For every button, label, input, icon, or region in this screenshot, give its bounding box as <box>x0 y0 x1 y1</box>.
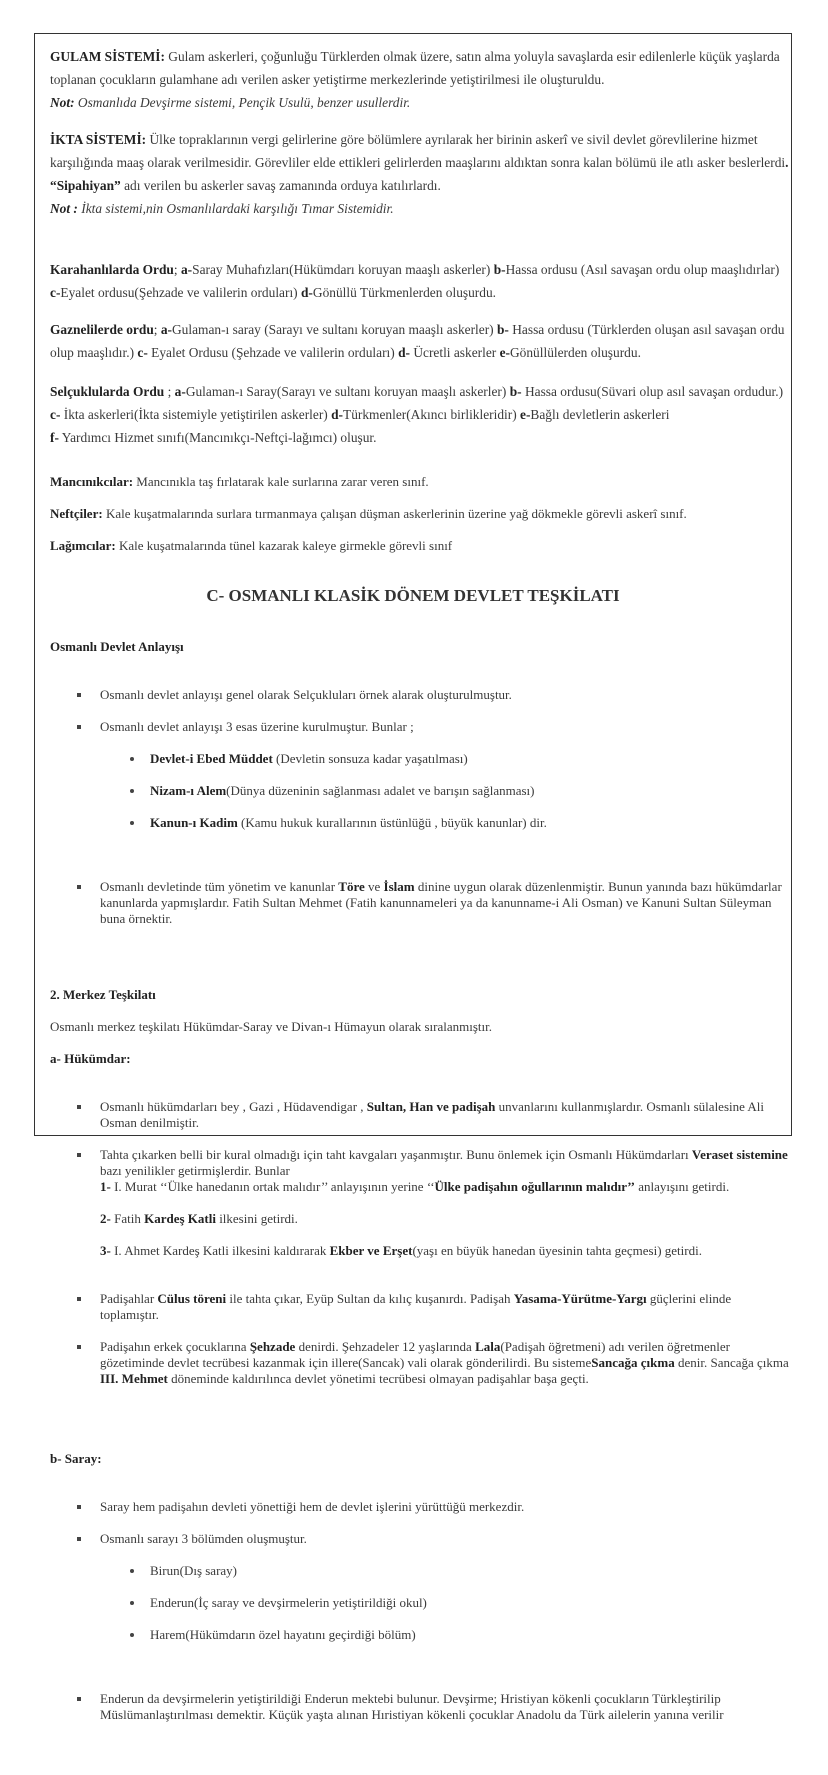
list-item <box>50 1291 790 1323</box>
bold-text: Devlet-i Ebed Müddet <box>150 751 273 766</box>
bold-text: Mancınıkcılar: <box>50 474 134 489</box>
bold-text: 1- <box>100 1179 111 1194</box>
list-item <box>50 1099 790 1131</box>
text-run: İkta askerleri(İkta sistemiyle yetiştirilen askerler) <box>60 407 332 422</box>
bold-text: 3- <box>100 1243 111 1258</box>
ikta-note <box>50 197 790 220</box>
bold-text: d- <box>331 407 344 422</box>
bold-text: b- <box>496 322 509 337</box>
text-run: Gulaman-ı saray (Sarayı ve sultanı koruyan maaşlı askerler) <box>172 322 497 337</box>
text-run: denirdi. Şehzadeler 12 yaşlarında <box>295 1339 476 1354</box>
list-item <box>50 879 790 927</box>
numbered-line <box>100 1243 790 1259</box>
siege-line <box>50 538 790 554</box>
saray-section <box>50 1435 790 1755</box>
numbered-line <box>100 1179 790 1195</box>
text-run: Ücretli askerler <box>409 345 500 360</box>
ikta-paragraph <box>50 128 790 197</box>
bold-text: . “Sipahiyan” <box>50 155 789 193</box>
text-run: Osmanlı devlet anlayışı genel olarak Selçukluları örnek alarak oluşturulmuştur. <box>100 687 512 702</box>
sub-list-item <box>100 1595 790 1611</box>
text-run: Harem(Hükümdarın özel hayatını geçirdiği bölüm) <box>150 1627 416 1642</box>
text-run: Enderun(İç saray ve devşirmelerin yetiştirildiği okul) <box>150 1595 427 1610</box>
text-run: Saray hem padişahın devleti yönettiği hem de devlet işlerini yürüttüğü merkezdir. <box>100 1499 525 1514</box>
bold-text: Neftçiler: <box>50 506 103 521</box>
bold-text: Karahanlılarda Ordu <box>50 262 174 277</box>
bold-text: III. Mehmet <box>100 1371 168 1386</box>
bold-text: 2- <box>100 1211 111 1226</box>
intro-text: Osmanlı merkez teşkilatı Hükümdar-Saray ve Divan-ı Hümayun olarak sıralanmıştır. <box>50 1019 492 1034</box>
text-run: ; <box>173 262 181 277</box>
text-run: Saray Muhafızları(Hükümdarı koruyan maaşlı askerler) <box>192 262 494 277</box>
text-run: (Kamu hukuk kurallarının üstünlüğü , büyük kanunlar) dir. <box>237 815 547 830</box>
text-run: Türkmenler(Akıncı birlikleridir) <box>343 407 521 422</box>
text-run: Gönüllülerden oluşurdu. <box>510 345 641 360</box>
list-item <box>50 719 790 863</box>
sub-list-item <box>100 783 790 799</box>
text-run: Kale kuşatmalarında surlara tırmanmaya çalışan düşman askerlerinin üzerine yağ dökmekle görevli askerî sınıf. <box>102 506 687 521</box>
bold-text: Töre <box>338 879 365 894</box>
text-run: dinine uygun olarak düzenlenmiştir. Bunun yanında bazı hükümdarlar kanunlarda yapmışlardır. Fatih Sultan Mehmet (Fatih kanunnameleri ya da kanunname-i Ali Osman) ve Kanuni Sultan Süleyman buna örnektir. <box>100 879 782 926</box>
karahanli-paragraph <box>50 258 790 304</box>
bold-text: a- <box>180 262 193 277</box>
text-run: bazı yenilikler getirmişlerdir. Bunlar <box>100 1163 290 1178</box>
text-run: Osmanlıda Devşirme sistemi, Pençik Usulü, benzer usullerdir. <box>74 95 411 110</box>
bold-text: c- <box>50 285 61 300</box>
text-run: Birun(Dış saray) <box>150 1563 238 1578</box>
text-run: Osmanlı devlet anlayışı 3 esas üzerine kurulmuştur. Bunlar ; <box>100 719 414 734</box>
bold-text: GULAM SİSTEMİ: <box>50 49 165 64</box>
text-run: Hassa ordusu (Türklerden oluşan asıl savaşan ordu olup maaşlıdır.) <box>50 322 785 360</box>
bold-text: a- <box>160 322 172 337</box>
gulam-paragraph <box>50 45 790 91</box>
list-item <box>50 687 790 703</box>
subsection-title: Osmanlı Devlet Anlayışı <box>50 639 184 654</box>
text-run: Gulaman-ı Saray(Sarayı ve sultanı koruyan maaşlı askerler) <box>185 384 510 399</box>
sub-list-item <box>100 1627 790 1643</box>
devlet-anlayisi-section <box>50 623 790 959</box>
section-heading: C- OSMANLI KLASİK DÖNEM DEVLET TEŞKİLATI <box>206 586 620 605</box>
bold-text: c- <box>137 345 148 360</box>
text-run: Tahta çıkarken belli bir kural olmadığı için taht kavgaları yaşanmıştır. Bunu önlemek için Osmanlı Hükümdarları <box>100 1147 692 1162</box>
gulam-note <box>50 91 790 114</box>
text-run: I. Ahmet Kardeş Katli ilkesini kaldırarak <box>110 1243 330 1258</box>
text-run: adı verilen bu askerler savaş zamanında orduya katılırlardı. <box>120 178 441 193</box>
sub-list-item <box>100 751 790 767</box>
text-run: (Devletin sonsuza kadar yaşatılması) <box>272 751 468 766</box>
text-run: Enderun da devşirmelerin yetiştirildiği Enderun mektebi bulunur. Devşirme; Hristiyan kökenli çocukların Türkleştirilip Müslümanlaştırılması demektir. Küçük yaşta alınan Hıristiyan kökenli çocuklar Anadolu da Türk ailelerin yanına verilir <box>100 1691 724 1722</box>
bold-text: f- <box>50 430 59 445</box>
bold-text: İKTA SİSTEMİ: <box>50 132 147 147</box>
text-run: Eyalet ordusu(Şehzade ve valilerin orduları) <box>60 285 301 300</box>
bold-text: e- <box>499 345 510 360</box>
bold-text: Yasama-Yürütme-Yargı <box>513 1291 647 1306</box>
text-run: Gulam askerleri, çoğunluğu Türklerden olmak üzere, satın alma yoluyla savaşlarda esir edilenlerle küçük yaşlarda toplanan çocukların gulamhane adı verilen asker yetiştirme merkezlerinde yetiştirilmesi ile oluşturuldu. <box>50 49 780 87</box>
siege-line <box>50 506 790 522</box>
merkez-section <box>50 971 790 1419</box>
bold-text: Lala <box>475 1339 501 1354</box>
bold-text: Not: <box>50 95 75 110</box>
bold-text: Gaznelilerde ordu <box>50 322 154 337</box>
text-run: unvanlarını kullanmışlardır. Osmanlı sülalesine Ali Osman denilmiştir. <box>100 1099 765 1130</box>
text-run: (Dünya düzeninin sağlanması adalet ve barışın sağlanması) <box>226 783 535 798</box>
numbered-line <box>100 1211 790 1227</box>
list-item <box>50 1147 790 1275</box>
text-run: Padişahın erkek çocuklarına <box>100 1339 250 1354</box>
bold-text: Sultan, Han ve padişah <box>366 1099 496 1114</box>
text-run: Padişahlar <box>100 1291 158 1306</box>
text-run: döneminde kaldırılınca devlet yönetimi tecrübesi olmayan padişahlar başa geçti. <box>167 1371 589 1386</box>
siege-line <box>50 474 790 490</box>
bold-text: d- <box>398 345 410 360</box>
text-run: ; <box>164 384 175 399</box>
bold-text: e- <box>520 407 531 422</box>
list-item <box>50 1499 790 1515</box>
bold-text: İslam <box>383 879 415 894</box>
text-run: Osmanlı hükümdarları bey , Gazi , Hüdavendigar , <box>100 1099 367 1114</box>
bold-text: Lağımcılar: <box>50 538 116 553</box>
text-run: ; <box>153 322 161 337</box>
bold-text: Sancağa çıkma <box>591 1355 675 1370</box>
text-run: Osmanlı sarayı 3 bölümden oluşmuştur. <box>100 1531 307 1546</box>
text-run: ilkesini getirdi. <box>215 1211 298 1226</box>
text-run: Hassa ordusu (Asıl savaşan ordu olup maaşlıdırlar) <box>505 262 780 277</box>
text-run: İkta sistemi,nin Osmanlılardaki karşılığı Tımar Sistemidir. <box>77 201 394 216</box>
siege-classes <box>50 458 790 570</box>
list-item <box>50 1691 790 1723</box>
list-item <box>50 1339 790 1387</box>
bold-text: Ülke padişahın oğullarının malıdır’’ <box>434 1179 635 1194</box>
bold-text: b- <box>493 262 506 277</box>
text-run: Gönüllü Türkmenlerden oluşurdu. <box>312 285 497 300</box>
text-run: Yardımcı Hizmet sınıfı(Mancınıkçı-Neftçi-lağımcı) oluşur. <box>58 430 377 445</box>
list-item <box>50 1531 790 1675</box>
bold-text: Cülus töreni <box>157 1291 227 1306</box>
bold-text: Şehzade <box>249 1339 296 1354</box>
text-run: güçlerini elinde toplamıştır. <box>100 1291 732 1322</box>
text-run: (Padişah öğretmeni) adı verilen öğretmenler gözetiminde devlet tecrübesi kazanmak için illere(Sancak) vali olarak gönderilirdi. Bu sisteme <box>100 1339 730 1370</box>
subsection-title: a- Hükümdar: <box>50 1051 131 1066</box>
gazneli-paragraph <box>50 318 790 364</box>
text-run: Eyalet Ordusu (Şehzade ve valilerin orduları) <box>147 345 399 360</box>
bold-text: a- <box>174 384 186 399</box>
text-run: Ülke topraklarının vergi gelirlerine göre bölümlere ayrılarak her birinin askerî ve sivil devlet görevlilerine hizmet karşılığında maaş olarak verilmesidir. Görevliler elde ettikleri gelirlerden maaşlarını aldıktan sonra kalan bölümü ile atlı asker beslerlerdi <box>50 132 786 170</box>
bold-text: Veraset sistemine <box>691 1147 788 1162</box>
bold-text: Ekber ve Erşet <box>329 1243 413 1258</box>
bold-text: Kanun-ı Kadim <box>150 815 238 830</box>
text-run: Fatih <box>110 1211 145 1226</box>
text-run: Kale kuşatmalarında tünel kazarak kaleye girmekle görevli sınıf <box>115 538 453 553</box>
text-run: anlayışını getirdi. <box>634 1179 730 1194</box>
text-run: Mancınıkla taş fırlatarak kale surlarına zarar veren sınıf. <box>133 474 429 489</box>
sub-list-item <box>100 815 790 831</box>
bold-text: Kardeş Katli <box>144 1211 216 1226</box>
text-run: Hassa ordusu(Süvari olup asıl savaşan ordudur.) <box>521 384 784 399</box>
bold-text: Selçuklularda Ordu <box>50 384 165 399</box>
text-run: (yaşı en büyük hanedan üyesinin tahta geçmesi) getirdi. <box>412 1243 702 1258</box>
text-run: ve <box>364 879 384 894</box>
bold-text: b- <box>509 384 522 399</box>
bold-text: c- <box>50 407 61 422</box>
sub-list-item <box>100 1563 790 1579</box>
subsection-title: b- Saray: <box>50 1451 102 1466</box>
text-run: I. Murat ‘‘Ülke hanedanın ortak malıdır’’ anlayışının yerine ‘‘ <box>110 1179 435 1194</box>
bold-text: Not : <box>50 201 78 216</box>
selcuklu-paragraph <box>50 380 790 449</box>
text-run: Bağlı devletlerin askerleri <box>530 407 670 422</box>
bold-text: d- <box>300 285 313 300</box>
subsection-title: 2. Merkez Teşkilatı <box>50 987 156 1002</box>
text-run: ile tahta çıkar, Eyüp Sultan da kılıç kuşanırdı. Padişah <box>226 1291 514 1306</box>
text-run: denir. Sancağa çıkma <box>674 1355 789 1370</box>
bold-text: Nizam-ı Alem <box>150 783 227 798</box>
text-run: Osmanlı devletinde tüm yönetim ve kanunlar <box>100 879 339 894</box>
